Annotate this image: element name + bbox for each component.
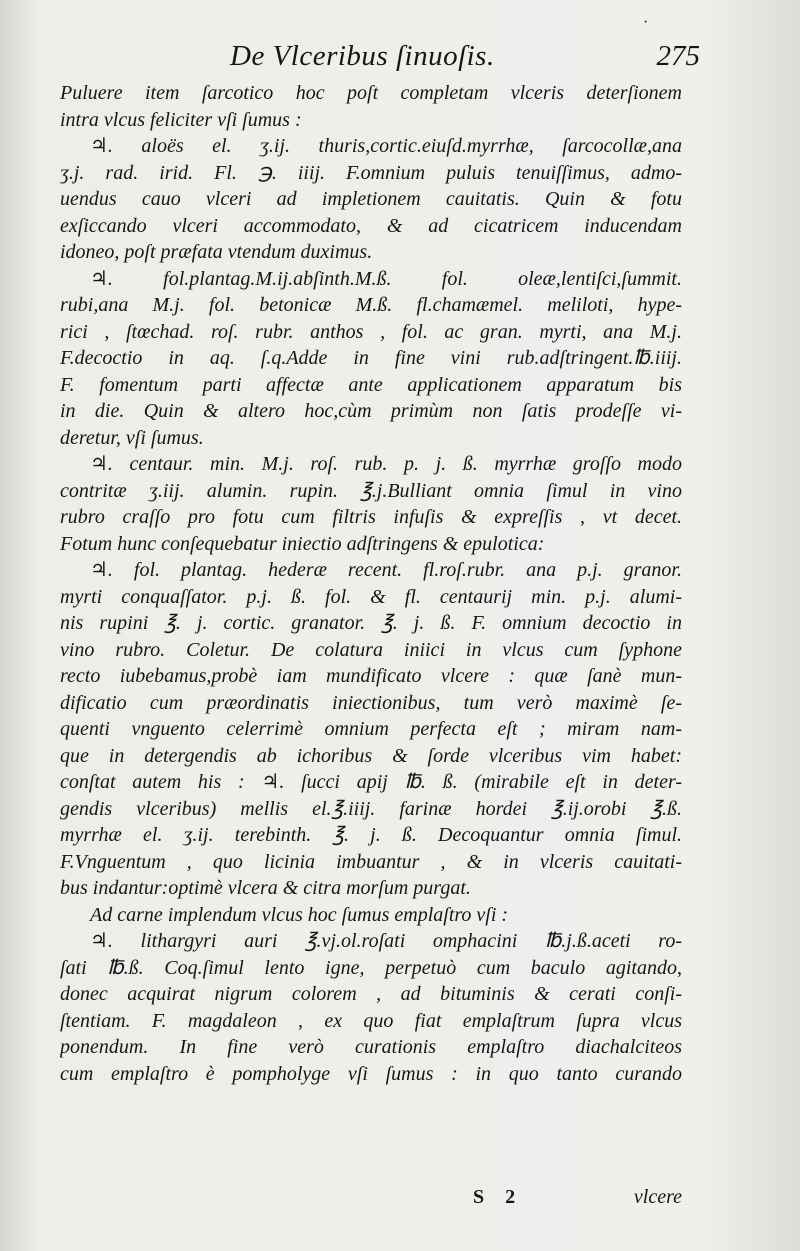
text-line: intra vlcus feliciter vſi ſumus : xyxy=(60,108,302,131)
page-number: 275 xyxy=(656,40,700,72)
text-line: rici , ſtœchad. roſ. rubr. anthos , fol. ac gran. myrti, ana M.j. xyxy=(60,320,682,343)
text-line: ♃. fol.plantag.M.ij.abſinth.M.ß. fol. oleæ,lentiſci,ſummit. xyxy=(90,267,682,290)
text-line: idoneo, poſt præfata vtendum duximus. xyxy=(60,241,373,263)
text-line: donec acquirat nigrum colorem , ad bituminis & cerati conſi- xyxy=(60,983,682,1005)
text-line: contritæ ʒ.iij. alumin. rupin. ℥.j.Bulliant omnia ſimul in vino xyxy=(60,479,682,502)
text-line: rubro craſſo pro fotu cum filtris infuſis & expreſſis , vt decet. xyxy=(60,506,682,528)
text-line: ♃. lithargyri auri ℥.vj.ol.roſati omphacini ℔.j.ß.aceti ro- xyxy=(90,930,682,952)
text-line: deretur, vſi ſumus. xyxy=(60,426,204,449)
text-line: ſtentiam. F. magdaleon , ex quo fiat emplaſtrum ſupra vlcus xyxy=(60,1009,682,1032)
text-line: uendus cauo vlceri ad impletionem cauitatis. Quin & fotu xyxy=(60,188,682,210)
text-line: F.decoctio in aq. ſ.q.Adde in fine vini rub.adſtringent.℔.iiij. xyxy=(60,347,682,369)
text-line: ſati ℔.ß. Coq.ſimul lento igne, perpetuò cum baculo agitando, xyxy=(60,956,682,979)
text-line: ♃. fol. plantag. hederæ recent. fl.roſ.rubr. ana p.j. granor. xyxy=(90,559,682,581)
text-line: que in detergendis ab ichoribus & ſorde vlceribus vim habet: xyxy=(60,744,682,767)
text-line: ponendum. In fine verò curationis emplaſtro diachalciteos xyxy=(60,1036,682,1058)
text-line: dificatio cum præordinatis iniectionibus, tum verò maximè ſe- xyxy=(60,691,682,714)
page-header xyxy=(60,40,700,80)
text-line: myrti conquaſſator. p.j. ß. fol. & fl. centaurij min. p.j. alumi- xyxy=(60,585,682,608)
body-text xyxy=(60,80,682,1087)
text-line: rubi,ana M.j. fol. betonicæ M.ß. fl.chamæmel. meliloti, hype- xyxy=(60,294,682,316)
text-line: quenti vnguento celerrimè omnium perfecta eſt ; miram nam- xyxy=(60,718,682,740)
top-mark: · xyxy=(643,14,649,31)
text-line: nis rupini ℥. j. cortic. granator. ℥. j. ß. F. omnium decoctio in xyxy=(60,612,682,634)
text-line: ʒ.j. rad. irid. Fl. ℈. iiij. F.omnium puluis tenuiſſimus, admo- xyxy=(60,161,682,184)
text-line: Fotum hunc conſequebatur iniectio adſtringens & epulotica: xyxy=(60,532,545,555)
text-line: Puluere item ſarcotico hoc poſt completam vlceris deterſionem xyxy=(60,82,682,104)
text-line: vino rubro. Coletur. De colatura iniici in vlcus cum ſyphone xyxy=(60,638,682,661)
text-line: gendis vlceribus) mellis el.℥.iiij. farinæ hordei ℥.ij.orobi ℥.ß. xyxy=(60,797,682,820)
text-line: bus indantur:optimè vlcera & citra morſum purgat. xyxy=(60,877,471,899)
text-line: F.Vnguentum , quo licinia imbuantur , & in vlceris cauitati- xyxy=(60,850,682,873)
text-line: in die. Quin & altero hoc,cùm primùm non ſatis prodeſſe vi- xyxy=(60,400,682,422)
text-line: ♃. centaur. min. M.j. roſ. rub. p. j. ß. myrrhæ groſſo modo xyxy=(90,453,682,475)
running-title: De Vlceribus ſinuoſis. xyxy=(230,40,495,72)
text-line: ♃. aloës el. ʒ.ij. thuris,cortic.eiuſd.myrrhæ, ſarcocollæ,ana xyxy=(90,135,682,157)
catchword: vlcere xyxy=(633,1186,682,1208)
text-line: myrrhæ el. ʒ.ij. terebinth. ℥. j. ß. Decoquantur omnia ſimul. xyxy=(60,824,682,846)
text-line: conſtat autem his : ♃. ſucci apij ℔. ß. (mirabile eſt in deter- xyxy=(60,771,682,793)
page-footer xyxy=(60,1186,682,1214)
text-line: exſiccando vlceri accommodato, & ad cicatricem inducendam xyxy=(60,214,682,237)
text-line: F. fomentum parti affectæ ante applicationem apparatum bis xyxy=(60,373,682,396)
text-line: Ad carne implendum vlcus hoc ſumus emplaſtro vſi : xyxy=(90,903,509,926)
text-line: cum emplaſtro è pompholyge vſi ſumus : in quo tanto curando xyxy=(60,1062,682,1085)
signature-mark: S 2 xyxy=(473,1186,524,1208)
text-line: recto iubebamus,probè iam mundificato vlcere : quæ ſanè mun- xyxy=(60,665,682,687)
